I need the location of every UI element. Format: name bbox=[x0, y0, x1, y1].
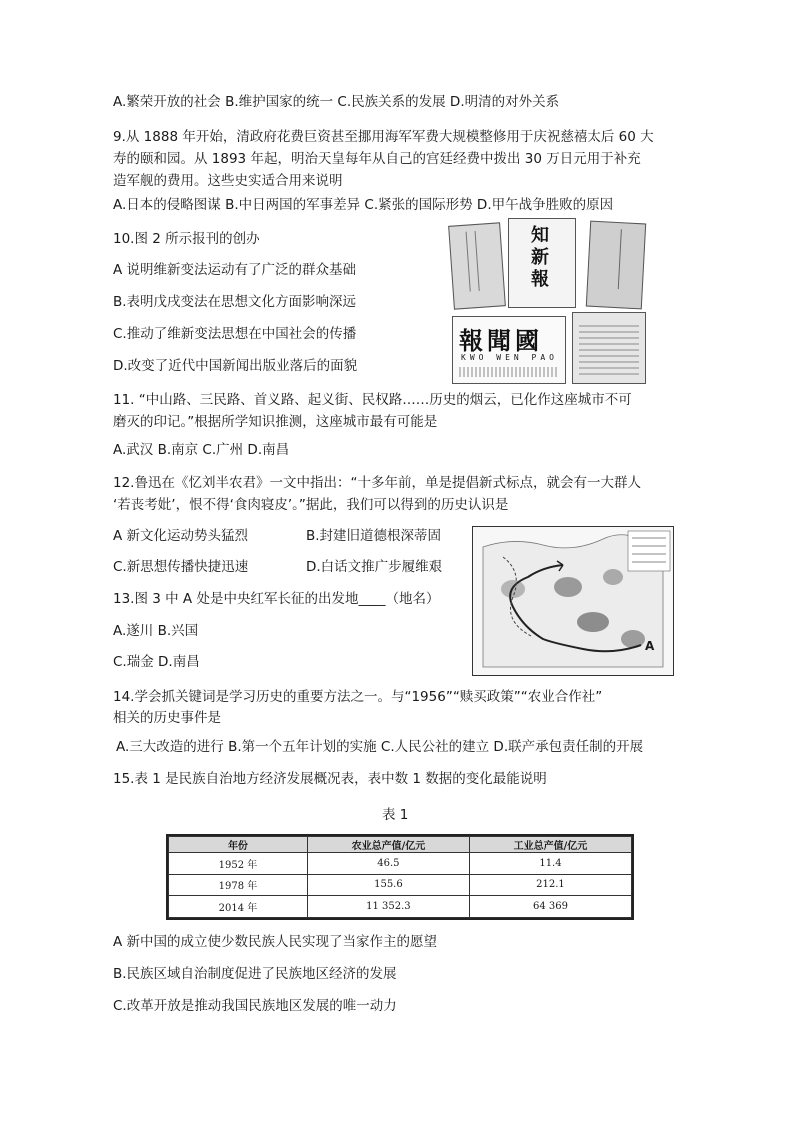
q12-option-c: C.新思想传播快捷迅速 bbox=[113, 559, 249, 575]
q15-option-c: C.改革开放是推动我国民族地区发展的唯一动力 bbox=[113, 998, 397, 1014]
newspaper-5 bbox=[572, 312, 646, 384]
table-header-industry: 工业总产值/亿元 bbox=[469, 837, 631, 853]
q10-option-c: C.推动了维新变法思想在中国社会的传播 bbox=[113, 326, 357, 342]
table-row bbox=[169, 874, 632, 896]
q9-stem-line1: 9.从 1888 年开始，清政府花费巨资甚至挪用海军军费大规模整修用于庆祝慈禧太后 60 大 bbox=[113, 129, 654, 145]
q12-option-d: D.白话文推广步履维艰 bbox=[306, 559, 443, 575]
map-drawing bbox=[473, 527, 673, 675]
table-title: 表 1 bbox=[382, 807, 409, 823]
table-row bbox=[169, 853, 632, 875]
q9-stem-line3: 造军舰的费用。这些史实适合用来说明 bbox=[113, 173, 343, 189]
q10-option-d: D.改变了近代中国新闻出版业落后的面貌 bbox=[113, 358, 358, 374]
table-cell: 46.5 bbox=[307, 853, 469, 875]
q8-options: A.繁荣开放的社会 B.维护国家的统一 C.民族关系的发展 D.明清的对外关系 bbox=[113, 94, 560, 110]
table-cell: 11 352.3 bbox=[307, 896, 469, 918]
q14-options: A.三大改造的进行 B.第一个五年计划的实施 C.人民公社的建立 D.联产承包责任制的开展 bbox=[116, 739, 644, 755]
map-label-a: A bbox=[645, 639, 655, 653]
q15-stem: 15.表 1 是民族自治地方经济发展概况表，表中数 1 数据的变化最能说明 bbox=[113, 771, 547, 787]
table-row bbox=[169, 896, 632, 918]
q11-stem-line1: 11. “中山路、三民路、首义路、起义街、民权路……历史的烟云，已化作这座城市不可 bbox=[113, 392, 632, 408]
q15-option-b: B.民族区域自治制度促进了民族地区经济的发展 bbox=[113, 966, 397, 982]
newspaper-3 bbox=[586, 221, 646, 310]
q13-options-ab: A.遂川 B.兴国 bbox=[113, 623, 199, 639]
newspaper-4-subtitle: KWO WEN PAO bbox=[461, 353, 558, 362]
q9-options: A.日本的侵略图谋 B.中日两国的军事差异 C.紧张的国际形势 D.甲午战争胜败的原因 bbox=[113, 197, 614, 213]
q12-option-b: B.封建旧道德根深蒂固 bbox=[306, 528, 442, 544]
table-cell: 2014 年 bbox=[169, 896, 308, 918]
q9-stem-line2: 寿的颐和园。从 1893 年起，明治天皇每年从自己的宫廷经费中拨出 30 万日元用于补充 bbox=[113, 151, 641, 167]
table-header-year: 年份 bbox=[169, 837, 308, 853]
table-cell: 212.1 bbox=[469, 874, 631, 896]
q15-option-a: A 新中国的成立使少数民族人民实现了当家作主的愿望 bbox=[113, 934, 438, 950]
table-header-row bbox=[169, 837, 632, 853]
newspaper-4-title: 報聞國 bbox=[459, 326, 543, 355]
q12-stem-line2: ‘若丧考妣’，恨不得‘食肉寝皮’。”据此，我们可以得到的历史认识是 bbox=[113, 497, 509, 513]
table-cell: 64 369 bbox=[469, 896, 631, 918]
table-cell: 11.4 bbox=[469, 853, 631, 875]
table-cell: 1952 年 bbox=[169, 853, 308, 875]
newspaper-2 bbox=[508, 218, 576, 308]
q14-stem-line1: 14.学会抓关键词是学习历史的重要方法之一。与“1956”“赎买政策”“农业合作社” bbox=[113, 689, 603, 705]
q13-options-cd: C.瑞金 D.南昌 bbox=[113, 654, 200, 670]
q10-option-a: A 说明维新变法运动有了广泛的群众基础 bbox=[113, 262, 357, 278]
long-march-map bbox=[472, 526, 674, 676]
newspaper-4 bbox=[452, 316, 566, 384]
q13-stem: 13.图 3 中 A 处是中央红军长征的出发地____（地名） bbox=[113, 591, 440, 607]
newspaper-1 bbox=[448, 222, 506, 309]
q14-stem-line2: 相关的历史事件是 bbox=[113, 710, 221, 726]
q12-option-a: A 新文化运动势头猛烈 bbox=[113, 528, 249, 544]
newspapers-figure bbox=[448, 216, 648, 386]
newspaper-2-title: 知新報 bbox=[531, 225, 549, 290]
q11-options: A.武汉 B.南京 C.广州 D.南昌 bbox=[113, 442, 290, 458]
table-header-agriculture: 农业总产值/亿元 bbox=[307, 837, 469, 853]
q12-stem-line1: 12.鲁迅在《忆刘半农君》一文中指出：“十多年前，单是提倡新式标点，就会有一大群人 bbox=[113, 475, 641, 491]
economy-table bbox=[166, 834, 634, 920]
q10-option-b: B.表明戊戌变法在思想文化方面影响深远 bbox=[113, 294, 357, 310]
table-cell: 1978 年 bbox=[169, 874, 308, 896]
q10-stem: 10.图 2 所示报刊的创办 bbox=[113, 231, 260, 247]
q11-stem-line2: 磨灭的印记。”根据所学知识推测，这座城市最有可能是 bbox=[113, 414, 438, 430]
table-cell: 155.6 bbox=[307, 874, 469, 896]
